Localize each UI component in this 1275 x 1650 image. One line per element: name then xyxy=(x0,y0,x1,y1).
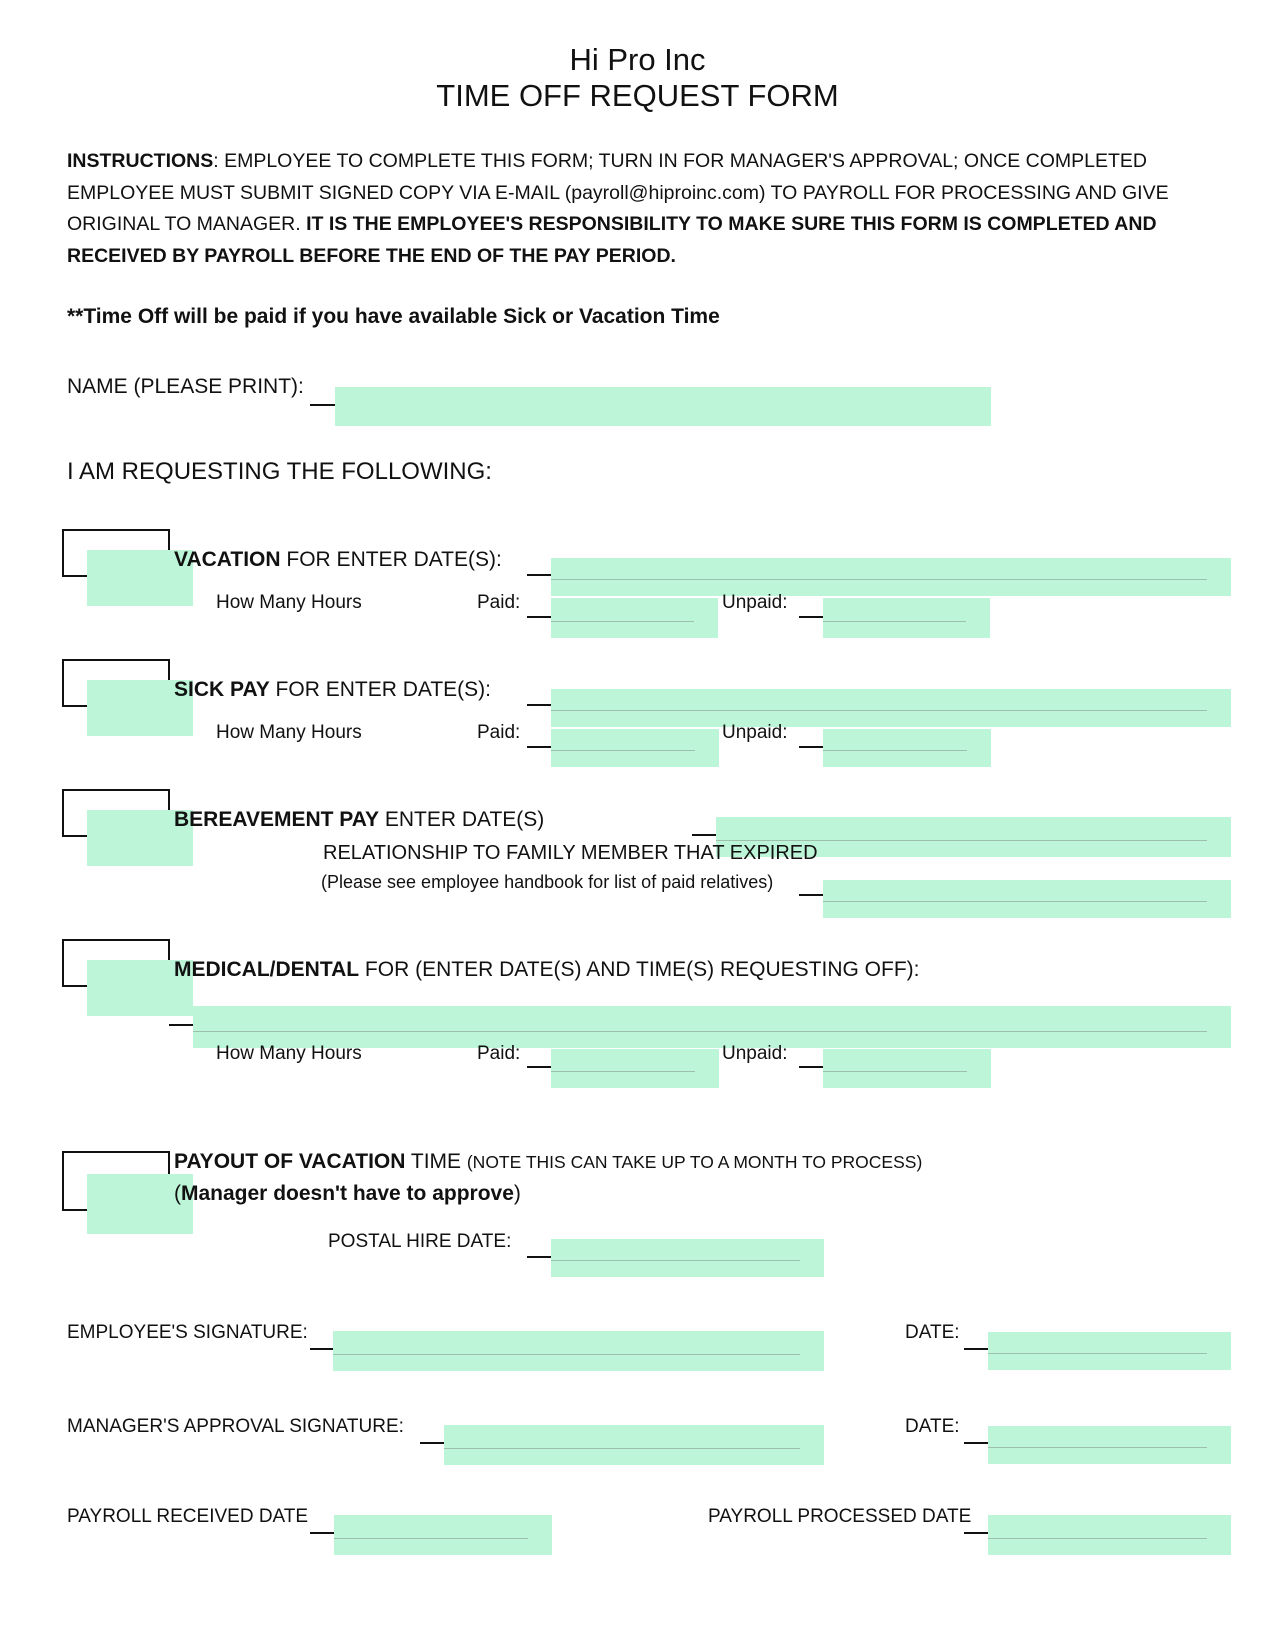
sick-paid-label: Paid: xyxy=(477,722,521,743)
payroll-received-underline xyxy=(310,1532,336,1534)
vacation-paid-label: Paid: xyxy=(477,592,521,613)
medical-label xyxy=(174,958,920,982)
medical-dates-input[interactable] xyxy=(193,1006,1231,1048)
payroll-received-label: PAYROLL RECEIVED DATE xyxy=(67,1506,309,1527)
bereavement-dates-underline xyxy=(692,834,718,836)
medical-hours-label: How Many Hours xyxy=(216,1043,362,1064)
employee-signature-input[interactable] xyxy=(333,1331,824,1371)
paren-open: ( xyxy=(174,1182,181,1205)
employee-signature-label: EMPLOYEE'S SIGNATURE: xyxy=(67,1322,308,1343)
name-label: NAME (PLEASE PRINT): xyxy=(67,375,304,398)
sick-unpaid-underline xyxy=(799,746,825,748)
postal-hire-underline xyxy=(527,1256,553,1258)
manager-signature-label: MANAGER'S APPROVAL SIGNATURE: xyxy=(67,1416,404,1437)
form-title: TIME OFF REQUEST FORM xyxy=(436,78,839,113)
employee-date-label: DATE: xyxy=(905,1322,960,1343)
manager-date-underline xyxy=(964,1442,990,1444)
sick-paid-underline xyxy=(527,746,553,748)
payout-bold: PAYOUT OF VACATION xyxy=(174,1150,406,1173)
vacation-unpaid-underline xyxy=(799,616,825,618)
manager-signature-input[interactable] xyxy=(444,1425,824,1465)
payroll-processed-label: PAYROLL PROCESSED DATE xyxy=(708,1506,972,1527)
employee-date-input[interactable] xyxy=(988,1332,1231,1370)
vacation-unpaid-label: Unpaid: xyxy=(722,592,788,613)
vacation-paid-underline xyxy=(527,616,553,618)
paid-time-note: **Time Off will be paid if you have available Sick or Vacation Time xyxy=(67,305,720,328)
sick-bold: SICK PAY xyxy=(174,678,270,701)
vacation-label xyxy=(174,548,502,572)
medical-paid-underline xyxy=(527,1066,553,1068)
medical-rest: FOR (ENTER DATE(S) AND TIME(S) REQUESTING OFF): xyxy=(359,958,920,981)
bereavement-bold: BEREAVEMENT PAY xyxy=(174,808,379,831)
name-input[interactable] xyxy=(335,387,991,426)
name-underline xyxy=(310,404,336,406)
manager-approve-bold: Manager doesn't have to approve xyxy=(181,1182,514,1205)
sick-paid-input[interactable] xyxy=(551,729,719,767)
sick-hours-label: How Many Hours xyxy=(216,722,362,743)
vacation-rest: FOR ENTER DATE(S): xyxy=(280,548,502,571)
instructions-emphasis: IT IS THE EMPLOYEE'S RESPONSIBILITY TO MAKE SURE THIS FORM IS COMPLETED AND RECEIVED BY PAYROLL BEFORE THE END OF THE PAY PERIOD. xyxy=(67,213,1157,267)
medical-dates-underline xyxy=(169,1024,195,1026)
employee-date-underline xyxy=(964,1348,990,1350)
sick-dates-underline xyxy=(527,704,553,706)
manager-approve-note xyxy=(174,1182,521,1206)
medical-unpaid-underline xyxy=(799,1066,825,1068)
requesting-heading: I AM REQUESTING THE FOLLOWING: xyxy=(67,458,492,485)
payout-label xyxy=(174,1150,922,1174)
vacation-dates-underline xyxy=(527,574,553,576)
instructions-body: : EMPLOYEE TO COMPLETE THIS FORM; TURN IN FOR MANAGER'S APPROVAL; ONCE COMPLETED EMPLOYEE MUST SUBMIT SIGNED COPY VIA E-MAIL (payroll@hiproinc.com) TO PAYROLL FOR PROCESSING AND GIVE ORIGINAL TO MANAGER. xyxy=(67,150,1169,235)
postal-hire-input[interactable] xyxy=(551,1239,824,1277)
postal-hire-label: POSTAL HIRE DATE: xyxy=(328,1231,512,1252)
handbook-note: (Please see employee handbook for list of paid relatives) xyxy=(321,872,774,892)
relationship-underline xyxy=(799,894,825,896)
payout-note: (NOTE THIS CAN TAKE UP TO A MONTH TO PROCESS) xyxy=(466,1152,923,1172)
medical-unpaid-input[interactable] xyxy=(823,1049,991,1088)
payroll-received-input[interactable] xyxy=(334,1515,552,1555)
sick-unpaid-input[interactable] xyxy=(823,729,991,767)
paren-close: ) xyxy=(513,1182,521,1205)
payout-rest: TIME xyxy=(405,1150,467,1173)
medical-paid-input[interactable] xyxy=(551,1049,719,1088)
instructions-label: INSTRUCTIONS xyxy=(67,150,214,172)
manager-date-input[interactable] xyxy=(988,1426,1231,1464)
sick-unpaid-label: Unpaid: xyxy=(722,722,788,743)
company-name: Hi Pro Inc xyxy=(569,42,706,77)
manager-signature-underline xyxy=(420,1442,446,1444)
sick-dates-input[interactable] xyxy=(551,689,1231,727)
medical-bold: MEDICAL/DENTAL xyxy=(174,958,360,981)
sick-label xyxy=(174,678,491,702)
instructions-block xyxy=(67,146,1217,272)
manager-date-label: DATE: xyxy=(905,1416,960,1437)
payroll-processed-input[interactable] xyxy=(988,1515,1231,1555)
vacation-bold: VACATION xyxy=(174,548,281,571)
vacation-hours-label: How Many Hours xyxy=(216,592,362,613)
vacation-unpaid-input[interactable] xyxy=(823,598,990,638)
bereavement-label xyxy=(174,808,544,832)
sick-rest: FOR ENTER DATE(S): xyxy=(269,678,491,701)
vacation-dates-input[interactable] xyxy=(551,558,1231,596)
bereavement-rest: ENTER DATE(S) xyxy=(379,808,545,831)
medical-paid-label: Paid: xyxy=(477,1043,521,1064)
payroll-processed-underline xyxy=(964,1532,990,1534)
medical-unpaid-label: Unpaid: xyxy=(722,1043,788,1064)
vacation-paid-input[interactable] xyxy=(551,598,718,638)
relationship-input[interactable] xyxy=(823,880,1231,918)
relationship-label: RELATIONSHIP TO FAMILY MEMBER THAT EXPIRED xyxy=(323,842,818,864)
